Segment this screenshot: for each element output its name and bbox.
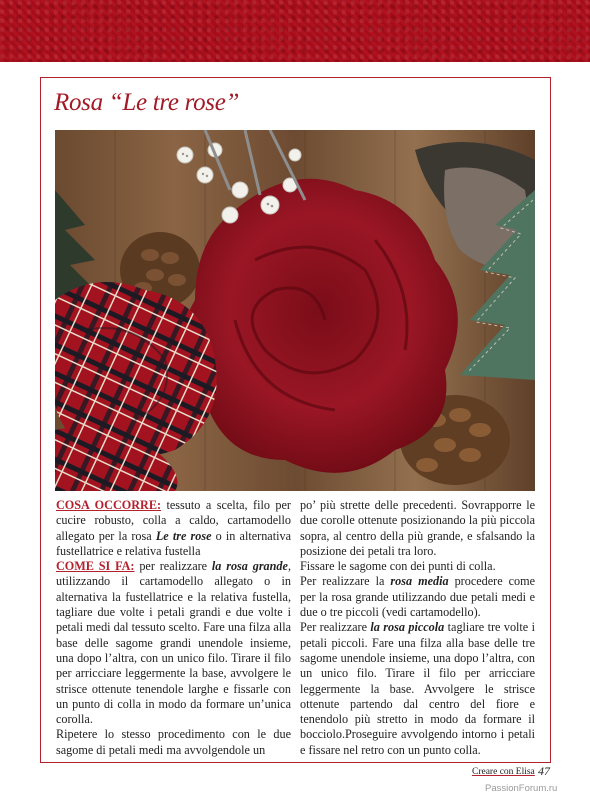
medium-rose-paragraph: Per realizzare la rosa media procedere come per la rosa grande utilizzando due petali medi e due o tre piccoli (vedi cartamodello). — [300, 574, 536, 620]
overlap-paragraph: po’ più strette delle precedenti. Sovrapporre le due corolle ottenute posizionando la più piccola sopra, al centro della più grande, e sfalsando la posizione dei petali tra loro. — [300, 498, 535, 558]
page-title: Rosa “Le tre rose” — [54, 89, 240, 116]
instructions-left-column — [56, 498, 291, 758]
small-rose-paragraph: Per realizzare la rosa piccola tagliare tre volte i petali piccoli. Fare una filza alla base delle tre sagome unendole insieme, una dopo l’altra, con un unico filo. Tirare il filo per arricciare leggermente la base. Avvolgere le strisce ottenute partendo dal centro del fiore e tenendolo più stretto in modo da formare il bocciolo.Proseguire avvolgendo intorno i petali e fissare nel retro con un punto colla. — [300, 620, 536, 757]
red-knit-banner — [0, 0, 590, 62]
instructions-right-column — [300, 498, 535, 758]
materials-paragraph: COSA OCCORRE: tessuto a scelta, filo per cucire robusto, colla a caldo, cartamodello allegato per la rosa Le tre rose o in alternativa fustellatrice e relativa fustella — [56, 498, 291, 558]
glue-paragraph: Fissare le sagome con dei punti di colla. — [300, 559, 496, 574]
magazine-name: Creare con Elisa — [472, 767, 535, 777]
page-number: 47 — [538, 764, 550, 778]
watermark: PassionForum.ru — [485, 783, 558, 794]
method-paragraph: COME SI FA: per realizzare la rosa grande, utilizzando il cartamodello allegato o in alternativa la fustellatrice e la relativa fustella, tagliare due volte i petali grandi e due volte i petali medi dal tessuto scelto. Fare una filza alla base delle sagome grandi unendole insieme, una dopo l’altra, con un unico filo. Tirare il filo per arricciare leggermente la base, avvolgere le strisce ottenute tenendole larghe e fissarle con un punto di colla in modo da formare un’unica corolla. — [56, 559, 291, 727]
method-label: COME SI FA: — [56, 559, 135, 574]
materials-label: COSA OCCORRE: — [56, 498, 162, 512]
felt-roses-photo — [55, 130, 535, 491]
repeat-paragraph: Ripetere lo stesso procedimento con le due sagome di petali medi ma avvolgendole un — [56, 727, 291, 757]
